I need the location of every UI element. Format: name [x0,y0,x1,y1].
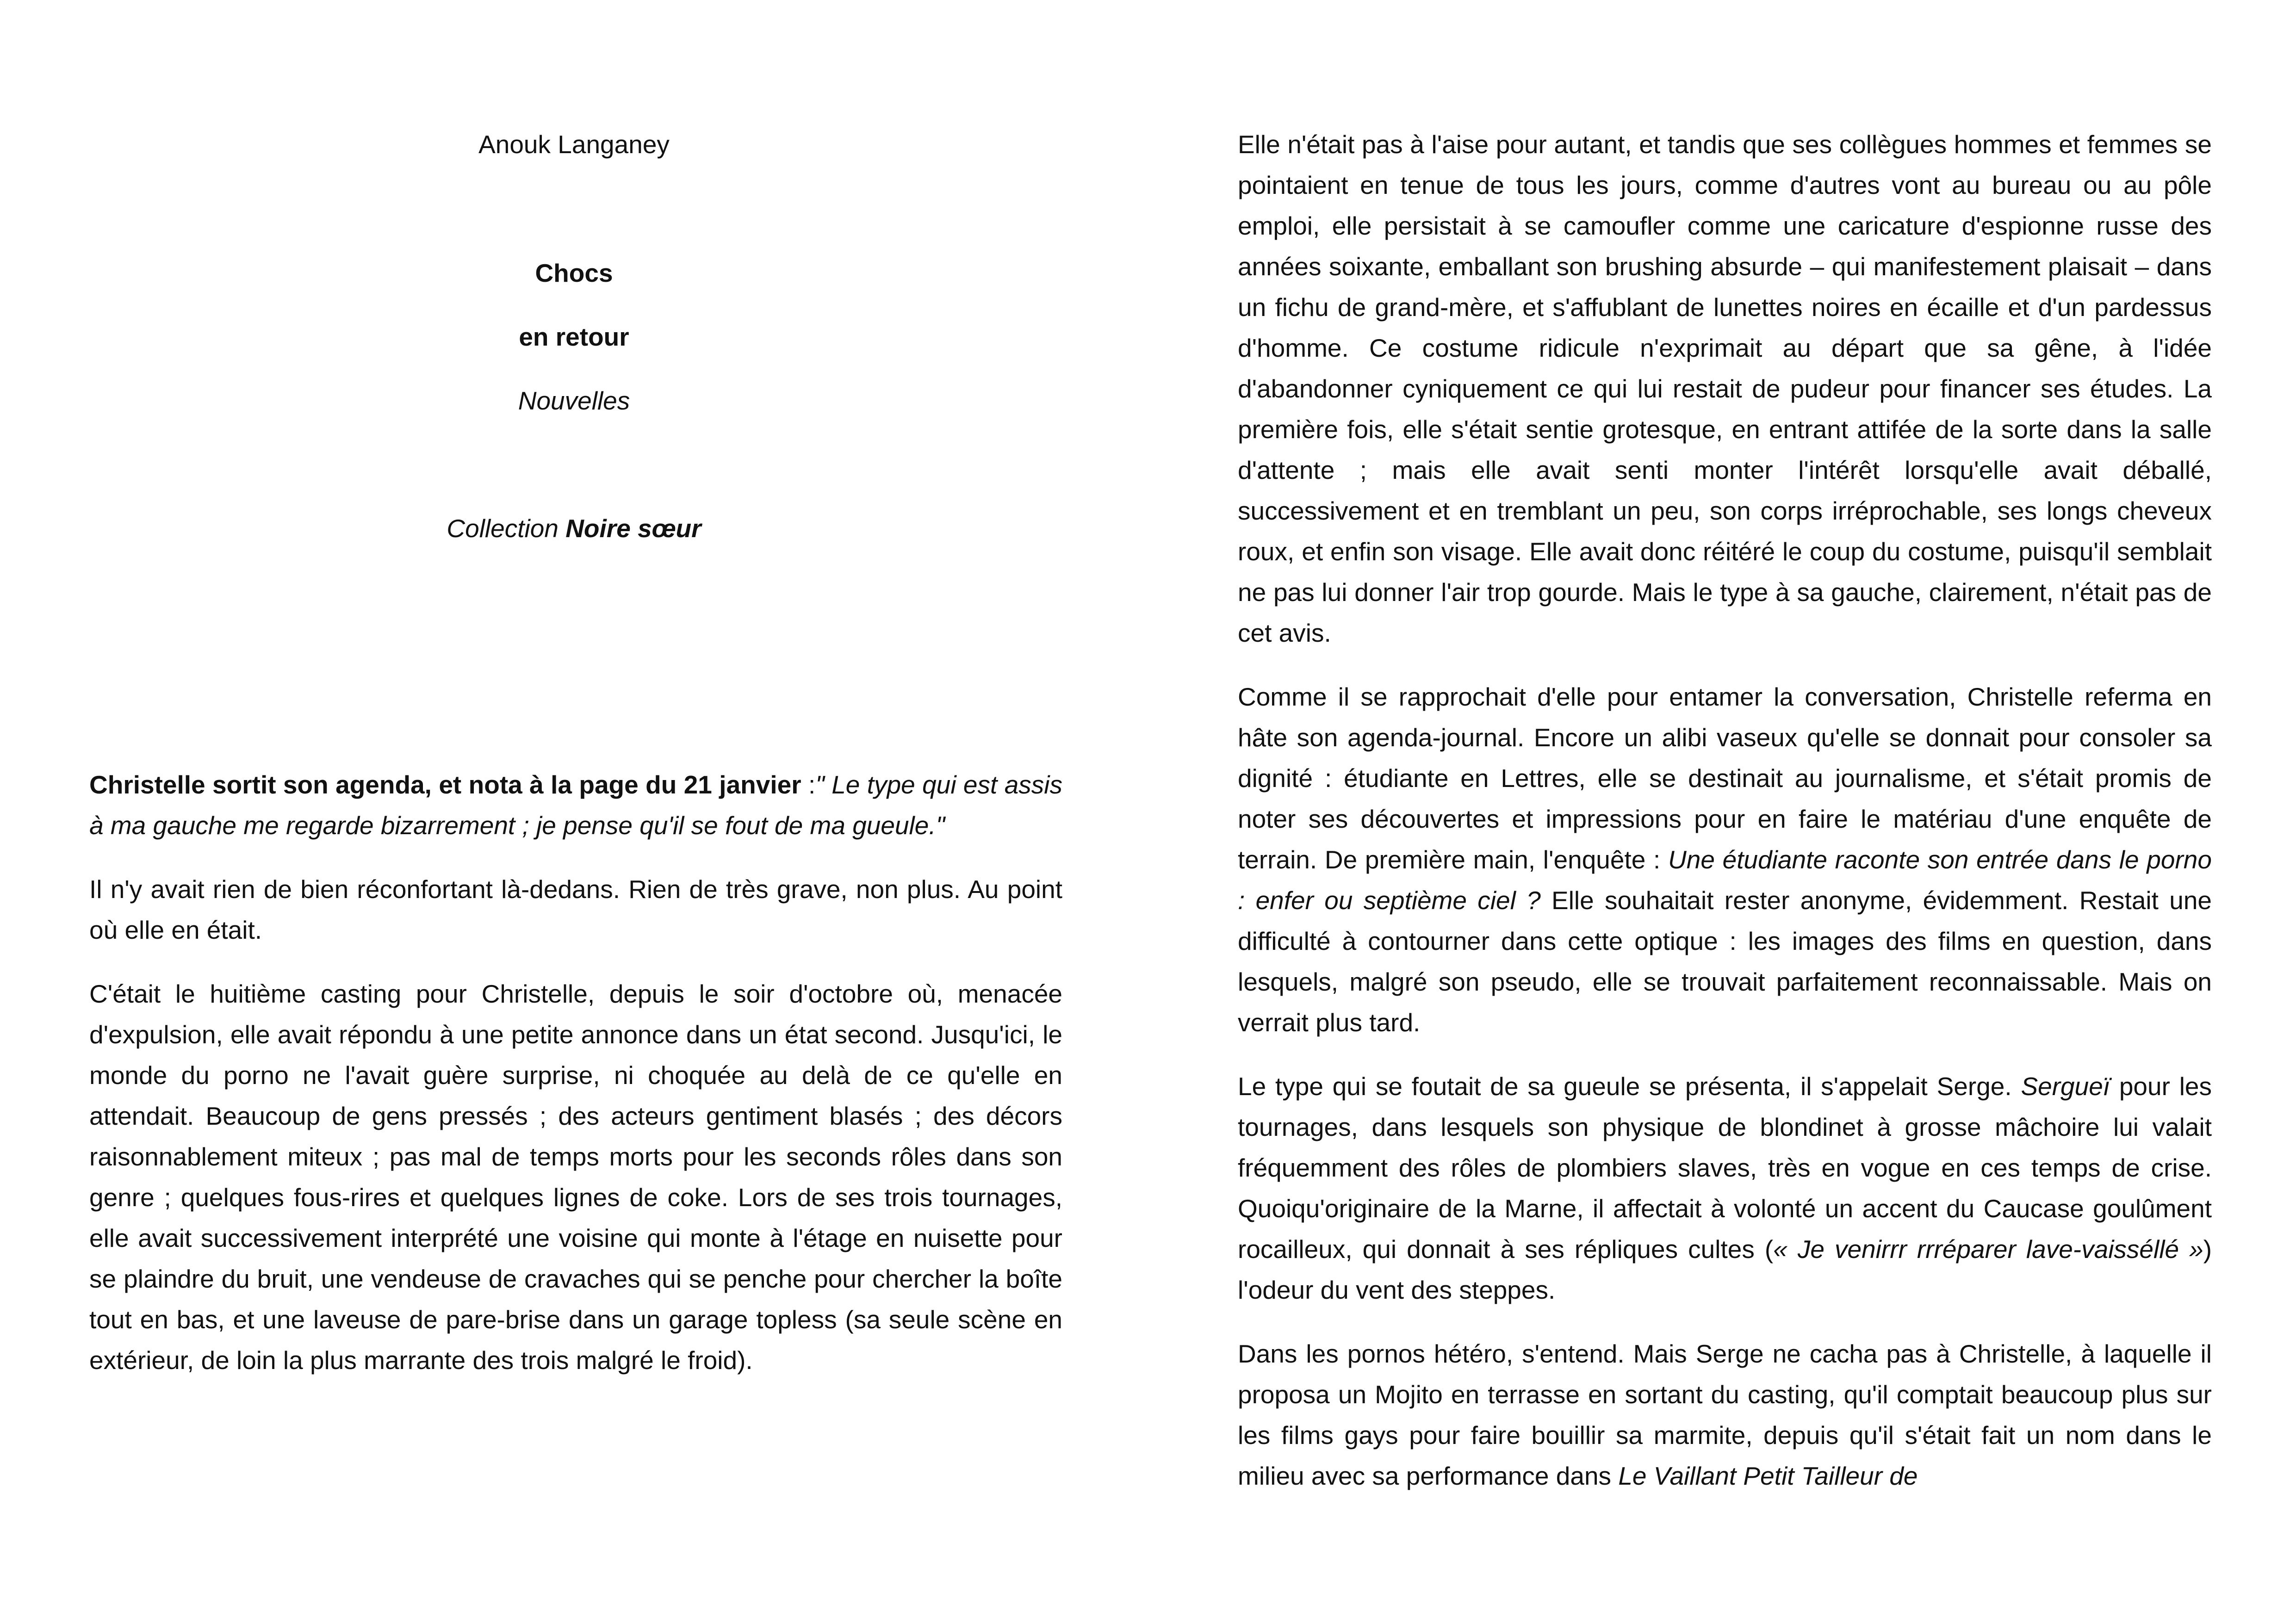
paragraph [89,764,1062,846]
paragraph: Elle n'était pas à l'aise pour autant, et tandis que ses collègues hommes et femmes se pointaient en tenue de tous les jours, comme d'autres vont au bureau ou au pôle emploi, elle persistait à se camoufler comme une caricature d'espionne russe des années soixante, emballant son brushing absurde – qui manifestement plaisait – dans un fichu de grand-mère, et s'affublant de lunettes noires en écaille et d'un pardessus d'homme. Ce costume ridicule n'exprimait au départ que sa gêne, à l'idée d'abandonner cyniquement ce qui lui restait de pudeur pour financer ses études. La première fois, elle s'était sentie grotesque, en entrant attifée de la sorte dans la salle d'attente ; mais elle avait senti monter l'intérêt lorsqu'elle avait déballé, successivement et en tremblant un peu, son corps irréprochable, ses longs cheveux roux, et enfin son visage. Elle avait donc réitéré le coup du costume, puisqu'il semblait ne pas lui donner l'air trop gourde. Mais le type à sa gauche, clairement, n'était pas de cet avis. [1238,130,2212,647]
paragraph-text: Elle souhaitait rester anonyme, évidemment. Restait une difficulté à contourner dans cette optique : les images des films en question, dans lesquels, malgré son pseudo, elle se trouvait parfaitement reconnaissable. Mais on verrait plus tard. [1238,886,2212,1037]
paragraph-text: pour les tournages, dans lesquels son physique de blondinet à grosse mâchoire lui valait fréquemment des rôles de plombiers slaves, très en vogue en ces temps de crise. Quoiqu'originaire de la Marne, il affectait à volonté un accent du Caucase goulûment rocailleux, qui donnait à ses répliques cultes ( [1238,1072,2212,1264]
book-title-line-1: Chocs [535,259,613,287]
paragraph: Il n'y avait rien de bien réconfortant là-dedans. Rien de très grave, non plus. Au point où elle en était. [89,875,1062,944]
paragraph-bold-lead: Christelle sortit son agenda, et nota à la page du 21 janvier [89,770,809,799]
author-name: Anouk Langaney [478,130,670,159]
paragraph [1238,676,2212,1043]
paragraph-italic: Une étudiante raconte son entrée dans le porno : enfer ou septième ciel ? [1238,845,2212,915]
paragraph-italic: Sergueï [2021,1072,2110,1101]
paragraph [1238,1333,2212,1496]
paragraph-colon: : [808,770,816,799]
paragraph-italic: Le Vaillant Petit Tailleur de [1618,1462,1918,1490]
paragraph-text: Le type qui se foutait de sa gueule se présenta, il s'appelait Serge. [1238,1072,2021,1101]
right-page [1148,0,2296,1623]
collection-prefix: Collection [447,514,566,543]
left-body-text [89,764,1062,1404]
collection-line [0,508,1148,549]
paragraph-text: Comme il se rapprochait d'elle pour entamer la conversation, Christelle referma en hâte son agenda-journal. Encore un alibi vaseux qu'elle se donnait pour consoler sa dignité : étudiante en Lettres, elle se destinait au journalisme, et s'était promis de noter ses découvertes et impressions pour en faire le matériau d'une enquête de terrain. De première main, l'enquête : [1238,682,2212,874]
paragraph: C'était le huitième casting pour Christelle, depuis le soir d'octobre où, menacée d'expulsion, elle avait répondu à une petite annonce dans un état second. Jusqu'ici, le monde du porno ne l'avait guère surprise, ni choquée au delà de ce qu'elle en attendait. Beaucoup de gens pressés ; des acteurs gentiment blasés ; des décors raisonnablement miteux ; pas mal de temps morts pour les seconds rôles dans son genre ; quelques fous-rires et quelques lignes de coke. Lors de ses trois tournages, elle avait successivement interprété une voisine qui monte à l'étage en nuisette pour se plaindre du bruit, une vendeuse de cravaches qui se penche pour chercher la boîte tout en bas, et une laveuse de pare-brise dans un garage topless (sa seule scène en extérieur, de loin la plus marrante des trois malgré le froid). [89,979,1062,1375]
collection-name: Noire sœur [565,514,701,543]
book-genre: Nouvelles [518,386,630,415]
paragraph-quote: " Le type qui est assis à ma gauche me regarde bizarrement ; je pense qu'il se fout de ma gueule." [89,770,1062,840]
paragraph-italic: « Je venirrr rrréparer lave-vaisséllé » [1773,1235,2203,1264]
right-body-text [1238,124,2212,1519]
paragraph [1238,1066,2212,1310]
book-title-line-2: en retour [519,322,629,351]
paragraph-text: Dans les pornos hétéro, s'entend. Mais Serge ne cacha pas à Christelle, à laquelle il proposa un Mojito en terrasse en sortant du casting, qu'il comptait beaucoup plus sur les films gays pour faire bouillir sa marmite, depuis qu'il s'était fait un nom dans le milieu avec sa performance dans [1238,1339,2212,1490]
paragraph-text: ) l'odeur du vent des steppes. [1238,1235,2212,1304]
